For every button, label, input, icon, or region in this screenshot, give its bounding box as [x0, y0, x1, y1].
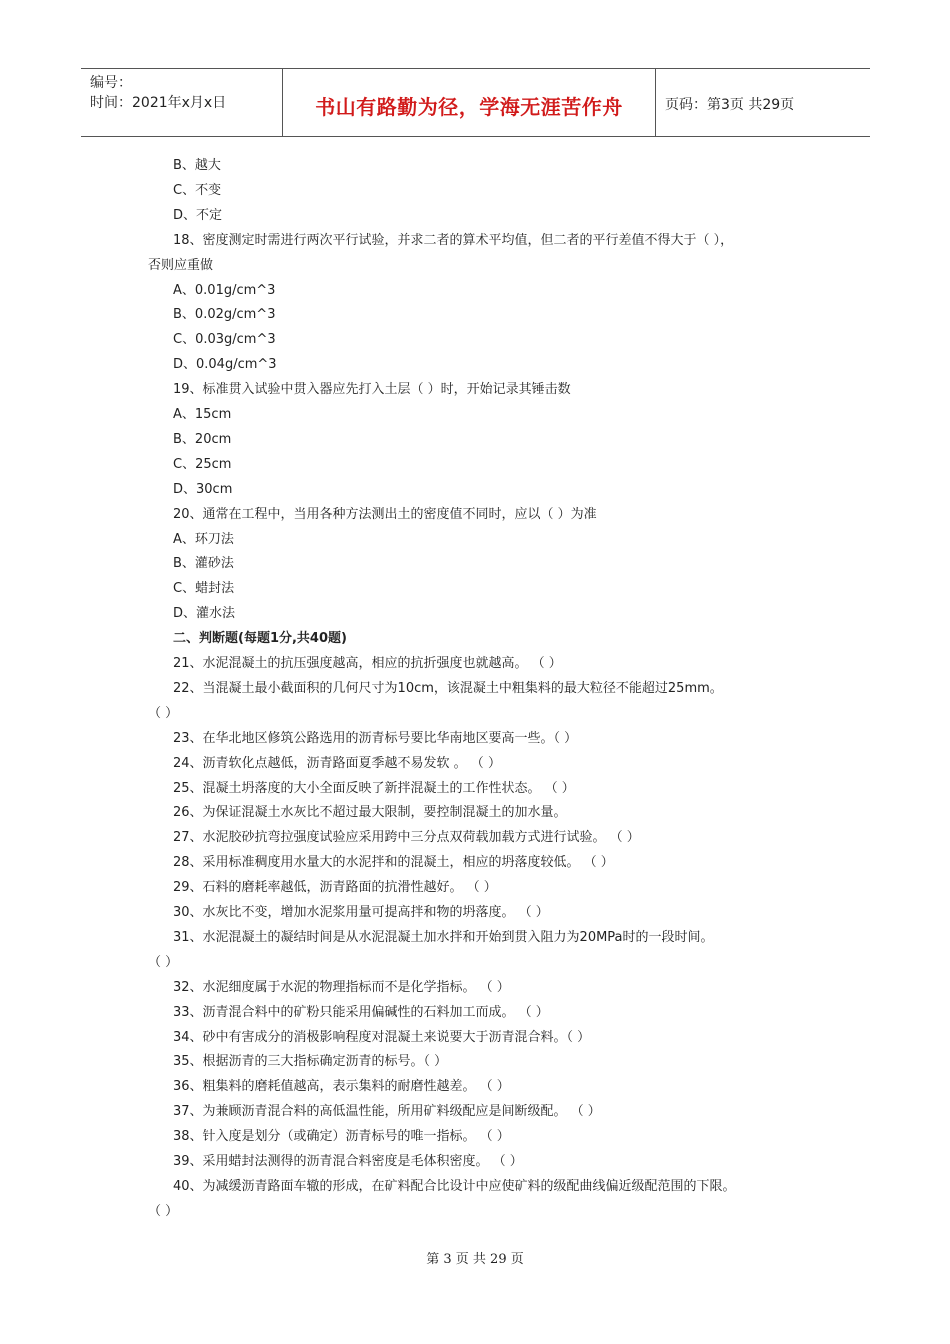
text-line: 39、采用蜡封法测得的沥青混合料密度是毛体积密度。 （ ） [173, 1154, 523, 1169]
text-line: 32、水泥细度属于水泥的物理指标而不是化学指标。 （ ） [173, 979, 510, 995]
text-line: 38、针入度是划分（或确定）沥青标号的唯一指标。 （ ） [173, 1129, 510, 1145]
text-line: （ ） [148, 954, 179, 970]
text-line: D、30cm [173, 481, 233, 497]
text-line: B、0.02g/cm^3 [173, 307, 276, 323]
text-line: C、不变 [173, 182, 222, 198]
header-page-info: 页码：第3页 共29页 [665, 97, 795, 113]
text-line: 29、石料的磨耗率越低，沥青路面的抗滑性越好。 （ ） [173, 880, 497, 896]
text-line: 36、粗集料的磨耗值越高，表示集料的耐磨性越差。 （ ） [173, 1079, 510, 1095]
text-line: C、25cm [173, 456, 232, 472]
text-line: 26、为保证混凝土水灰比不超过最大限制，要控制混凝土的加水量。 [173, 805, 567, 821]
text-line: 25、混凝土坍落度的大小全面反映了新拌混凝土的工作性状态。 （ ） [173, 780, 575, 796]
text-line: 30、水灰比不变，增加水泥浆用量可提高拌和物的坍落度。 （ ） [173, 905, 549, 920]
text-line: 33、沥青混合料中的矿粉只能采用偏碱性的石料加工而成。 （ ） [173, 1004, 549, 1020]
text-line: 34、砂中有害成分的消极影响程度对混凝土来说要大于沥青混合料。（ ） [173, 1029, 591, 1045]
text-line: 21、水泥混凝土的抗压强度越高，相应的抗折强度也就越高。 （ ） [173, 656, 562, 671]
page-footer: 第 3 页 共 29 页 [426, 1252, 524, 1267]
text-line: 40、为减缓沥青路面车辙的形成，在矿料配合比设计中应使矿料的级配曲线偏近级配范围的下限。 [173, 1178, 736, 1194]
text-line: A、15cm [173, 407, 232, 422]
text-line: D、0.04g/cm^3 [173, 357, 277, 373]
text-line: （ ） [148, 705, 179, 721]
header-info-cell [81, 69, 283, 136]
text-line: B、越大 [173, 158, 221, 173]
text-line: （ ） [148, 1203, 179, 1219]
header-page-cell [656, 69, 870, 136]
text-line: B、20cm [173, 431, 232, 447]
text-line: 27、水泥胶砂抗弯拉强度试验应采用跨中三分点双荷载加载方式进行试验。 （ ） [173, 830, 640, 846]
page-header [81, 68, 870, 137]
text-line: 28、采用标准稠度用水量大的水泥拌和的混凝土，相应的坍落度较低。 （ ） [173, 855, 614, 871]
header-motto: 书山有路勤为径，学海无涯苦作舟 [315, 95, 623, 119]
text-line: 37、为兼顾沥青混合料的高低温性能，所用矿料级配应是间断级配。 （ ） [173, 1104, 601, 1120]
text-line: A、环刀法 [173, 531, 234, 547]
text-line: C、蜡封法 [173, 581, 235, 597]
section-heading: 二、判断题(每题1分,共40题) [173, 631, 347, 647]
text-line: 22、当混凝土最小截面积的几何尺寸为10cm，该混凝土中粗集料的最大粒径不能超过25mm。 [173, 680, 723, 696]
text-line: 20、通常在工程中，当用各种方法测出土的密度值不同时，应以（ ）为准 [173, 506, 597, 522]
header-motto-cell [283, 69, 656, 136]
text-line: 35、根据沥青的三大指标确定沥青的标号。（ ） [173, 1054, 448, 1070]
text-line: 19、标准贯入试验中贯入器应先打入土层（ ）时，开始记录其锤击数 [173, 382, 571, 398]
text-line: 24、沥青软化点越低，沥青路面夏季越不易发软 。 （ ） [173, 755, 501, 771]
text-line: B、灌砂法 [173, 556, 234, 572]
document-number-label: 编号： [90, 75, 132, 91]
text-line: C、0.03g/cm^3 [173, 332, 276, 348]
text-line: 31、水泥混凝土的凝结时间是从水泥混凝土加水拌和开始到贯入阻力为20MPa时的一段时间。 [173, 929, 714, 945]
text-line: 18、密度测定时需进行两次平行试验，并求二者的算术平均值，但二者的平行差值不得大于（ ）， [173, 232, 734, 248]
text-line: D、灌水法 [173, 606, 236, 622]
document-date-label: 时间：2021年x月x日 [90, 95, 227, 111]
text-line: 否则应重做 [148, 257, 214, 273]
text-line: A、0.01g/cm^3 [173, 282, 276, 298]
text-line: 23、在华北地区修筑公路选用的沥青标号要比华南地区要高一些。（ ） [173, 730, 578, 746]
text-line: D、不定 [173, 207, 223, 223]
